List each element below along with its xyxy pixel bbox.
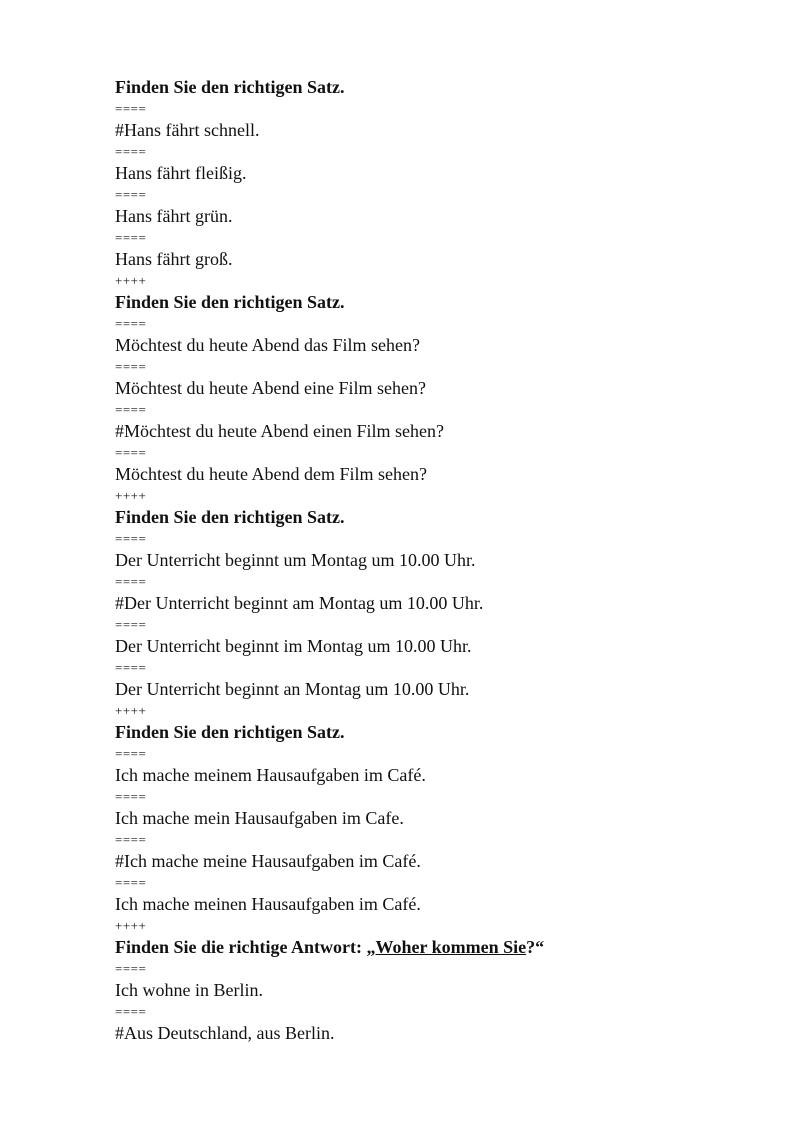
answer-option: Ich mache meinem Hausaufgaben im Café. xyxy=(115,765,426,785)
option-separator: ==== xyxy=(115,660,147,675)
option-separator: ==== xyxy=(115,961,147,976)
question-4 xyxy=(115,721,735,936)
question-end-marker: ++++ xyxy=(115,488,147,503)
question-end-marker: ++++ xyxy=(115,918,147,933)
answer-option: Hans fährt groß. xyxy=(115,249,233,269)
option-separator: ==== xyxy=(115,187,147,202)
document-page xyxy=(115,76,735,1044)
question-prompt: Finden Sie den richtigen Satz. xyxy=(115,722,345,742)
answer-option: #Hans fährt schnell. xyxy=(115,120,260,140)
answer-option: Der Unterricht beginnt im Montag um 10.00 Uhr. xyxy=(115,636,472,656)
answer-option: Der Unterricht beginnt an Montag um 10.00 Uhr. xyxy=(115,679,470,699)
option-separator: ==== xyxy=(115,445,147,460)
question-prompt: Finden Sie den richtigen Satz. xyxy=(115,292,345,312)
question-prompt xyxy=(115,936,735,958)
option-separator: ==== xyxy=(115,230,147,245)
option-separator: ==== xyxy=(115,1004,147,1019)
option-separator: ==== xyxy=(115,746,147,761)
question-prompt-suffix: ?“ xyxy=(526,937,545,957)
answer-option: Hans fährt grün. xyxy=(115,206,233,226)
question-5 xyxy=(115,936,735,1044)
answer-option: #Möchtest du heute Abend einen Film sehen? xyxy=(115,421,444,441)
option-separator: ==== xyxy=(115,875,147,890)
option-separator: ==== xyxy=(115,789,147,804)
option-separator: ==== xyxy=(115,832,147,847)
answer-option: Möchtest du heute Abend dem Film sehen? xyxy=(115,464,427,484)
option-separator: ==== xyxy=(115,144,147,159)
question-1 xyxy=(115,76,735,291)
option-separator: ==== xyxy=(115,359,147,374)
answer-option: #Der Unterricht beginnt am Montag um 10.00 Uhr. xyxy=(115,593,484,613)
question-prompt: Finden Sie den richtigen Satz. xyxy=(115,77,345,97)
question-3 xyxy=(115,506,735,721)
question-prompt-quote-open: „ xyxy=(366,937,376,957)
answer-option: Ich wohne in Berlin. xyxy=(115,980,263,1000)
option-separator: ==== xyxy=(115,402,147,417)
question-prompt-prefix: Finden Sie die richtige Antwort: xyxy=(115,937,367,957)
answer-option: Hans fährt fleißig. xyxy=(115,163,247,183)
question-end-marker: ++++ xyxy=(115,703,147,718)
answer-option: #Aus Deutschland, aus Berlin. xyxy=(115,1023,335,1043)
answer-option: Ich mache meinen Hausaufgaben im Café. xyxy=(115,894,421,914)
question-end-marker: ++++ xyxy=(115,273,147,288)
option-separator: ==== xyxy=(115,574,147,589)
option-separator: ==== xyxy=(115,617,147,632)
option-separator: ==== xyxy=(115,316,147,331)
answer-option: Möchtest du heute Abend eine Film sehen? xyxy=(115,378,426,398)
question-prompt-quoted: Woher kommen Sie xyxy=(375,937,527,957)
question-prompt: Finden Sie den richtigen Satz. xyxy=(115,507,345,527)
question-2 xyxy=(115,291,735,506)
answer-option: #Ich mache meine Hausaufgaben im Café. xyxy=(115,851,421,871)
option-separator: ==== xyxy=(115,101,147,116)
answer-option: Ich mache mein Hausaufgaben im Cafe. xyxy=(115,808,404,828)
option-separator: ==== xyxy=(115,531,147,546)
answer-option: Möchtest du heute Abend das Film sehen? xyxy=(115,335,420,355)
answer-option: Der Unterricht beginnt um Montag um 10.00 Uhr. xyxy=(115,550,476,570)
